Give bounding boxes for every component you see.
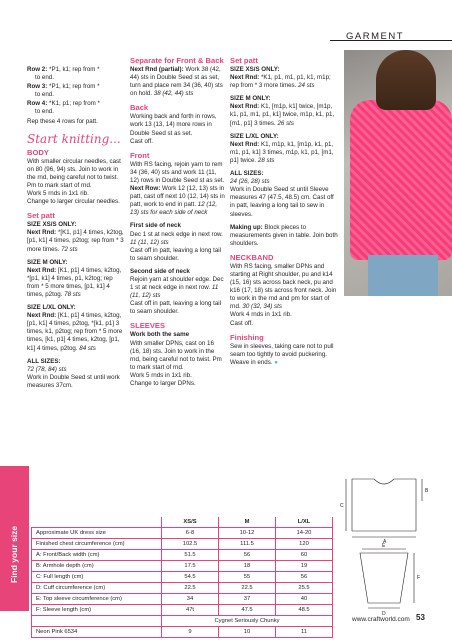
model-hair [376, 50, 436, 110]
sleeve-l-block: SIZE L/XL ONLY: Next Rnd: K1, m1p, k1, [m1p, k1, p1, m1, p1, k1] 3 times, m1p, k1, p1, [m1, p1] twice. 28 sts [230, 132, 334, 164]
sleeve-m-block: SIZE M ONLY: Next Rnd: K1, [m1p, k1] twice, [m1p, k1, p1, m1, p1, k1] twice, m1p, k1, p1, [m1, p1] 3 times. 26 sts [230, 95, 335, 127]
m-block: SIZE M ONLY: Next Rnd: [K1, p1] 4 times, k2tog, *[p1, k1] 4 times, p1, k2tog; rep from * 5 more times, [p1, k1] 4 times, p2tog. 78 sts [27, 258, 122, 298]
body-text-3: Change to larger circular needles. [27, 198, 120, 206]
sleeves-text: With smaller DPNs, cast on 16 (16, 18) sts. Join to work in the rnd, being careful not to twist. Pm to mark start of rnd. [130, 339, 222, 371]
set-patt-heading: Set patt [27, 211, 55, 221]
repeat-text: Rep these 4 rows for patt. [27, 117, 98, 125]
body-text: With smaller circular needles, cast on 80 (96, 94) sts. Join to work in the rnd, being careful not to twist. Pm to mark start of rnd. [27, 157, 121, 189]
end-mark-icon: ● [274, 358, 279, 366]
table-header-cell: L/XL [276, 517, 333, 528]
section-tag: GARMENT [346, 31, 404, 42]
page-number: 53 [416, 613, 425, 622]
label-e: E [382, 543, 386, 549]
neckband-text: With RS facing, smaller DPNs and starting at Right shoulder, pu and k14 (15, 16) sts across back neck, pu and k16 (17, 18) sts across front neck. Join to work in the rnd and pm for start of rnd. 30 (32, 34) sts [230, 262, 337, 311]
table-header-cell: XS/S [162, 517, 219, 528]
body-outline [352, 479, 416, 531]
model-photo [344, 50, 452, 296]
xs-block: SIZE XS/S ONLY: Next Rnd: *[K1, p1] 4 times, k2tog, [p1, k1] 4 times, p2tog; rep from * 3 more times. 72 sts [27, 221, 124, 253]
table-row: D: Cuff circumference (cm) 22.5 22.5 25.5 [32, 583, 333, 594]
find-your-size-label: Find your size [9, 525, 19, 583]
back-heading: Back [130, 103, 149, 113]
table-row: B: Armhole depth (cm) 17.5 18 19 [32, 561, 333, 572]
first-side-block: First side of neck Dec 1 st at neck edge in next row. 11 (11, 12) sts Cast off in patt, leaving a long tail to seam shoulder. [130, 222, 223, 262]
row-3: Row 3: *P1, k1; rep from * to end. [27, 83, 100, 99]
back-text: Working back and forth in rows, work 13 (13, 14) more rows in Double Seed st as set. [130, 113, 217, 137]
sleeves-text-3: Change to larger DPNs. [130, 380, 196, 387]
yarn-row: Cygnet Seriously Chunky [32, 616, 333, 627]
sleeve-xs-block: SIZE XS/S ONLY: Next Rnd: *K1, p1, m1, p1, k1, m1p; rep from * 3 more times. 24 sts [230, 66, 331, 90]
front-text: With RS facing, rejoin yarn to rem 34 (36, 40) sts and work 11 (11, 12) rows in Double Seed st as set. [130, 160, 225, 184]
garment-schematic [338, 471, 434, 621]
table-row: Approximate UK dress size 6-8 10-12 14-20 [32, 528, 333, 539]
table-row: E: Top sleeve circumference (cm) 34 37 40 [32, 594, 333, 605]
sleeves-text-2: Work 5 rnds in 1x1 rib. [130, 371, 192, 379]
neckband-text-2: Work 4 rnds in 1x1 rib. [230, 311, 292, 319]
body-heading: BODY [27, 147, 49, 157]
second-side-block: Second side of neck Rejoin yarn at shoulder edge. Dec 1 st at neck edge in next row. 11 (11, 12) sts Cast off in patt, leaving a long tail to seam shoulder. [130, 267, 224, 316]
column-3 [230, 54, 340, 372]
neckband-text-3: Cast off. [230, 319, 253, 327]
table-row: F: Sleeve length (cm) 47t 47.5 48.5 [32, 605, 333, 616]
separate-heading: Separate for Front & Back [130, 56, 224, 65]
label-a: A [383, 539, 387, 545]
column-2 [130, 54, 226, 393]
table-row: A: Front/Back width (cm) 51.5 56 60 [32, 550, 333, 561]
table-header-cell [32, 517, 162, 528]
label-b: B [425, 488, 429, 494]
body-text-2: Work 5 rnds in 1x1 rib. [27, 190, 89, 198]
model-jeans [368, 255, 438, 296]
back-text-2: Cast off. [130, 137, 153, 145]
pink-sweater-image [350, 100, 452, 260]
row-4: Row 4: *K1, p1; rep from * to end. [27, 100, 100, 116]
separate-text: Next Rnd (partial): Work 38 (42, 44) sts in Double Seed st as set, turn and place rem 34 (36, 40) sts on hold. 38 (42, 44) sts [130, 66, 223, 98]
sleeve-set-patt-heading: Set patt [230, 56, 258, 65]
table-row: C: Full length (cm) 54.5 55 56 [32, 572, 333, 583]
label-d: D [382, 611, 386, 617]
row-2: Row 2: *P1, k1; rep from * to end. [27, 66, 100, 82]
all-sizes-block: ALL SIZES: 72 (78, 84) sts Work in Double Seed st until work measures 37cm. [27, 357, 120, 389]
column-1 [27, 66, 125, 395]
making-up: Making up: Block pieces to measurements given in table. Join both shoulders. [230, 223, 338, 247]
sleeve-outline [360, 553, 408, 603]
table-header-cell: M [219, 517, 276, 528]
l-block: SIZE L/XL ONLY: Next Rnd: [K1, p1] 4 times, k2tog, [p1, k1] 4 times, p2tog, *[k1, p1] 3 times, k1, p2tog; rep from * 5 more times, [k1, p1] 4 times, k2tog, [p1, k1] 4 times, p2tog. 84 sts [27, 304, 123, 352]
size-table [31, 517, 333, 638]
neckband-heading: NECKBAND [230, 252, 274, 262]
front-text-2: Next Row: Work 12 (12, 13) sts in patt, cast off next 10 (12, 14) sts in patt, work to end in patt. 12 (12, 13) sts for each side of neck [130, 185, 225, 217]
colour-row: Neon Pink 6534 9 10 11 [32, 627, 333, 638]
finishing-heading: Finishing [230, 332, 264, 342]
sleeve-all-block: ALL SIZES: 24 (26, 28) sts Work in Double Seed st until Sleeve measures 47 (47.5, 48.5) cm. Cast off in patt, leaving a long tail to sew in sleeves. [230, 170, 334, 218]
table-header-row [32, 517, 333, 528]
sleeves-heading: SLEEVES [130, 321, 166, 331]
find-your-size-tab [0, 466, 29, 611]
script-heading: Start knitting... [27, 131, 121, 146]
label-f: F [417, 575, 421, 581]
front-heading: Front [130, 150, 150, 160]
table-row: Finished chest circumference (cm) 102.5 111.5 120 [32, 539, 333, 550]
finishing-text: Sew in sleeves, taking care not to pull seam too tightly to avoid puckering. Weave in ends. ● [230, 342, 334, 366]
sleeves-sub: Work both the same [130, 331, 190, 339]
footer-url: www.craftworld.com [352, 616, 410, 623]
label-c: C [340, 503, 344, 509]
